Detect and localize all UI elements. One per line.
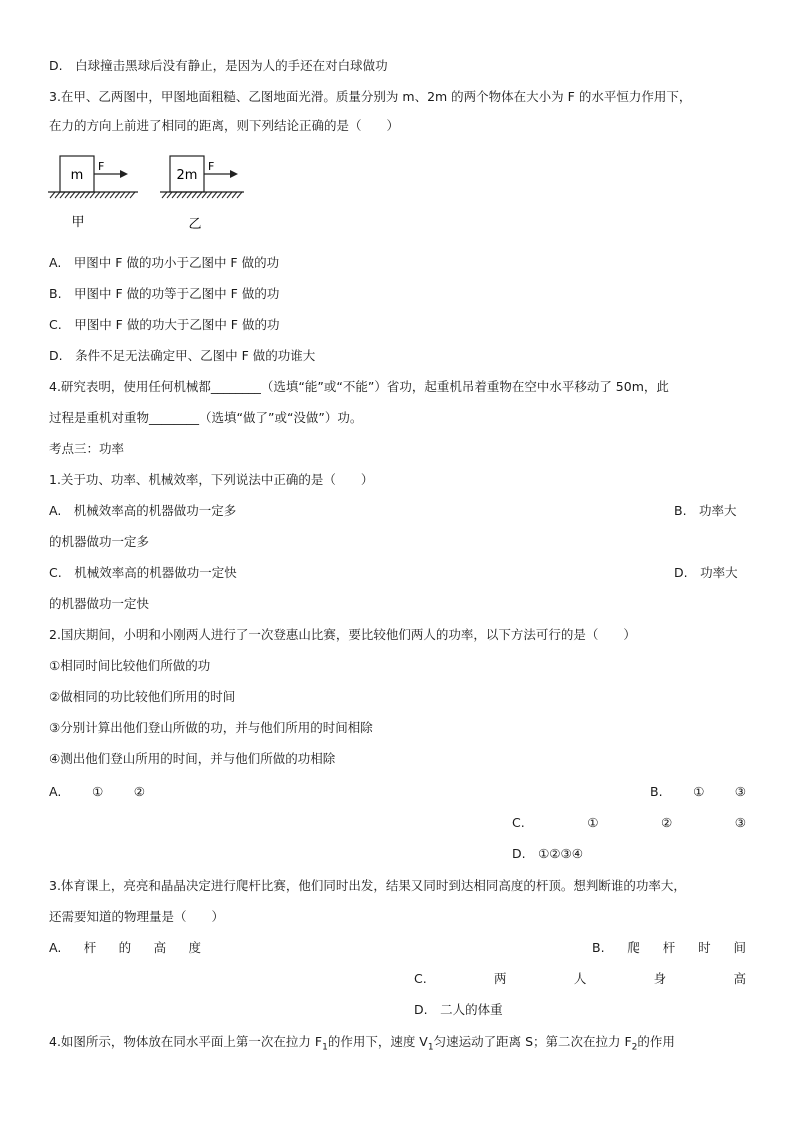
option-label: C. bbox=[414, 971, 427, 986]
option-item: ② bbox=[661, 815, 673, 830]
method-4: ④测出他们登山所用的时间，并与他们所做的功相除 bbox=[49, 751, 336, 766]
text-segment: 4.如图所示，物体放在同水平面上第一次在拉力 F bbox=[49, 1034, 323, 1049]
option-item: 高 bbox=[733, 971, 746, 986]
subscript: 1 bbox=[427, 1042, 434, 1053]
option-label: A. bbox=[49, 784, 62, 799]
option-d-cont: 的机器做功一定快 bbox=[49, 596, 150, 611]
question-2-text: 2.国庆期间，小明和小刚两人进行了一次登惠山比赛，要比较他们两人的功率，以下方法可行的是（ ） bbox=[49, 627, 636, 642]
option-c: C. 甲图中 F 做的功大于乙图中 F 做的功 bbox=[49, 317, 280, 332]
caption-yi: 乙 bbox=[188, 217, 202, 232]
question-3-text: 3.在甲、乙两图中，甲图地面粗糙、乙图地面光滑。质量分别为 m、2m 的两个物体在大小为 F 的水平恒力作用下， bbox=[49, 89, 692, 104]
question-4-text-cont: 过程是重机对重物________（选填“做了”或“没做”）功。 bbox=[49, 410, 363, 425]
option-c: C. 机械效率高的机器做功一定快 bbox=[49, 565, 237, 580]
option-item: 人 bbox=[573, 971, 587, 986]
block-m-label: m bbox=[70, 168, 84, 183]
option-item: 两 bbox=[494, 971, 507, 986]
option-d: D. 二人的体重 bbox=[414, 1002, 503, 1017]
caption-jia: 甲 bbox=[71, 215, 85, 230]
option-label: A. bbox=[49, 940, 62, 955]
question-3-text-cont: 在力的方向上前进了相同的距离，则下列结论正确的是（ ） bbox=[49, 118, 400, 133]
subscript: 1 bbox=[322, 1042, 328, 1053]
method-2: ②做相同的功比较他们所用的时间 bbox=[49, 689, 236, 704]
force-label-right: F bbox=[208, 160, 215, 173]
option-item: 度 bbox=[188, 940, 201, 955]
figure-left bbox=[48, 156, 138, 230]
option-label: B. bbox=[592, 940, 605, 955]
option-item: ② bbox=[133, 784, 145, 799]
option-b-cont: 的机器做功一定多 bbox=[49, 534, 150, 549]
text-segment: 的作用 bbox=[637, 1034, 675, 1049]
option-item: 的 bbox=[118, 940, 132, 955]
option-item: 杆 bbox=[83, 940, 97, 955]
force-figure bbox=[40, 148, 260, 238]
option-item: ① bbox=[693, 784, 705, 799]
method-3: ③分别计算出他们登山所做的功，并与他们所用的时间相除 bbox=[49, 720, 373, 735]
question-3b-text: 3.体育课上，亮亮和晶晶决定进行爬杆比赛，他们同时出发，结果又同时到达相同高度的杆顶。想判断谁的功率大， bbox=[49, 878, 686, 893]
option-c bbox=[414, 971, 746, 987]
figure-right bbox=[160, 156, 244, 232]
option-d: D. 功率大 bbox=[674, 565, 738, 580]
option-a bbox=[49, 784, 145, 800]
line-1: D. 白球撞击黑球后没有静止，是因为人的手还在对白球做功 bbox=[49, 58, 388, 73]
option-item: 间 bbox=[733, 940, 746, 955]
text-segment: 匀速运动了距离 S；第二次在拉力 F bbox=[433, 1034, 632, 1049]
arrow-icon bbox=[120, 170, 128, 178]
option-a: A. 机械效率高的机器做功一定多 bbox=[49, 503, 237, 518]
option-a bbox=[49, 940, 201, 956]
option-item: 杆 bbox=[662, 940, 676, 955]
option-a: A. 甲图中 F 做的功小于乙图中 F 做的功 bbox=[49, 255, 280, 270]
option-item: ③ bbox=[734, 784, 746, 799]
option-label: B. bbox=[650, 784, 663, 799]
text-segment: 的作用下，速度 V bbox=[327, 1034, 428, 1049]
option-b: B. 功率大 bbox=[674, 503, 737, 518]
option-d: D. 条件不足无法确定甲、乙图中 F 做的功谁大 bbox=[49, 348, 316, 363]
section-heading: 考点三：功率 bbox=[49, 441, 125, 456]
option-item: 身 bbox=[653, 971, 667, 986]
subscript: 2 bbox=[631, 1042, 638, 1053]
option-c bbox=[512, 815, 746, 831]
option-d: D. ①②③④ bbox=[512, 846, 583, 861]
arrow-icon bbox=[230, 170, 238, 178]
block-2m-label: 2m bbox=[176, 168, 198, 183]
option-item: 爬 bbox=[627, 940, 640, 955]
option-item: ③ bbox=[734, 815, 746, 830]
option-b bbox=[650, 784, 746, 800]
force-label-left: F bbox=[98, 160, 105, 173]
question-4-text: 4.研究表明，使用任何机械都________（选填“能”或“不能”）省功，起重机吊着重物在空中水平移动了 50m，此 bbox=[49, 379, 669, 394]
question-1-text: 1.关于功、功率、机械效率，下列说法中正确的是（ ） bbox=[49, 472, 374, 487]
method-1: ①相同时间比较他们所做的功 bbox=[49, 658, 211, 673]
question-3b-text-cont: 还需要知道的物理量是（ ） bbox=[49, 909, 225, 924]
option-label: C. bbox=[512, 815, 525, 830]
option-b bbox=[592, 940, 746, 956]
option-item: 高 bbox=[153, 940, 167, 955]
option-item: ① bbox=[587, 815, 599, 830]
option-item: ① bbox=[91, 784, 104, 799]
question-4b-text bbox=[49, 1034, 675, 1056]
option-item: 时 bbox=[698, 940, 711, 955]
option-b: B. 甲图中 F 做的功等于乙图中 F 做的功 bbox=[49, 286, 280, 301]
